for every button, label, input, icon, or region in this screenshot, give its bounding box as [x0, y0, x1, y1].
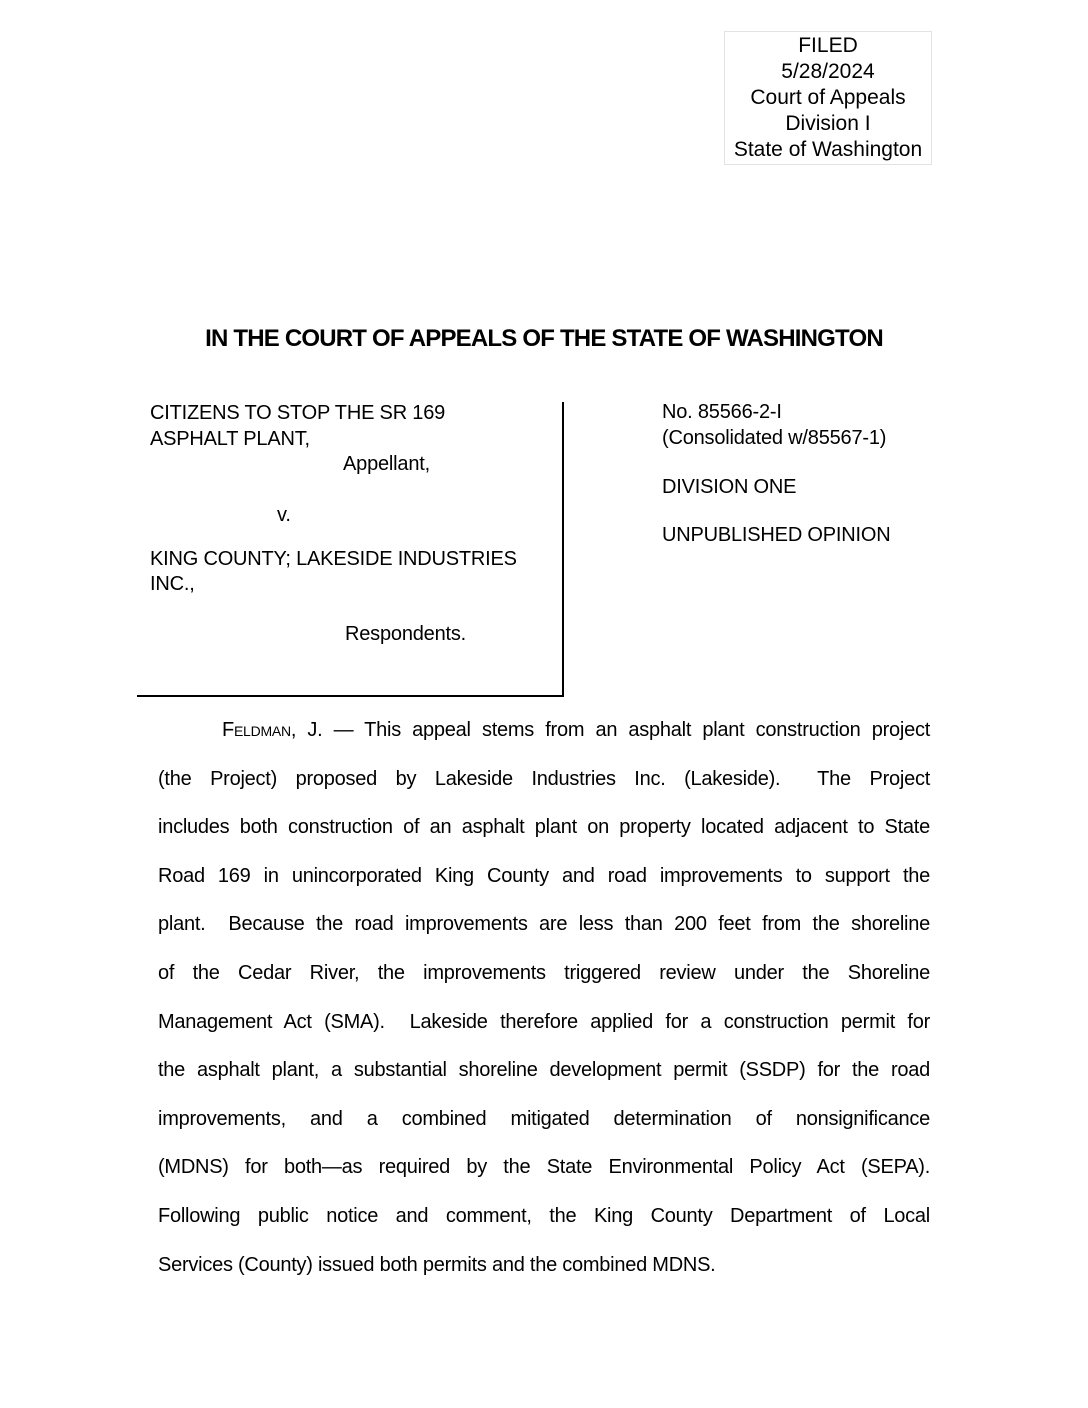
respondent-role-label: Respondents.	[345, 623, 467, 645]
caption-divider-vertical	[562, 402, 564, 697]
consolidation-note: (Consolidated w/85567-1)	[662, 427, 887, 449]
case-number: No. 85566-2-I	[662, 401, 782, 423]
versus-label: v.	[277, 504, 291, 526]
appellant-name-line-2: ASPHALT PLANT,	[150, 428, 310, 450]
appellant-name-line-1: CITIZENS TO STOP THE SR 169	[150, 402, 446, 424]
caption-divider-horizontal	[137, 695, 564, 697]
stamp-court-name: Court of Appeals	[750, 86, 906, 109]
appellant-role-label: Appellant,	[343, 453, 430, 475]
author-name: Feldman	[222, 719, 291, 741]
stamp-state: State of Washington	[733, 138, 923, 161]
stamp-filed-date: 5/28/2024	[781, 60, 875, 83]
opinion-body	[158, 706, 930, 1289]
body-line: includes both construction of an asphalt plant on property located adjacent to State	[158, 816, 930, 839]
division-label: DIVISION ONE	[662, 476, 797, 498]
body-line	[158, 706, 930, 755]
body-line: improvements, and a combined mitigated determination of nonsignificance	[158, 1107, 930, 1130]
respondent-name-line-2: INC.,	[150, 573, 195, 595]
body-line: (MDNS) for both—as required by the State Environmental Policy Act (SEPA).	[158, 1156, 930, 1179]
body-line-text: , J. — This appeal stems from an asphalt plant construction project	[290, 719, 930, 741]
body-line: of the Cedar River, the improvements triggered review under the Shoreline	[158, 961, 930, 984]
body-line: (the Project) proposed by Lakeside Industries Inc. (Lakeside). The Project	[158, 767, 930, 790]
opinion-type-label: UNPUBLISHED OPINION	[662, 524, 891, 546]
stamp-filed-label: FILED	[798, 34, 858, 57]
body-line: plant. Because the road improvements are less than 200 feet from the shoreline	[158, 913, 930, 936]
body-line: Road 169 in unincorporated King County and road improvements to support the	[158, 864, 930, 887]
body-line: Following public notice and comment, the King County Department of Local	[158, 1204, 930, 1227]
respondent-name-line-1: KING COUNTY; LAKESIDE INDUSTRIES	[150, 548, 517, 570]
body-line: Services (County) issued both permits and the combined MDNS.	[158, 1253, 716, 1276]
stamp-division: Division I	[785, 112, 871, 135]
body-line: Management Act (SMA). Lakeside therefore applied for a construction permit for	[158, 1010, 930, 1033]
filed-stamp	[724, 31, 932, 165]
body-line: the asphalt plant, a substantial shoreline development permit (SSDP) for the road	[158, 1059, 930, 1082]
opinion-title: IN THE COURT OF APPEALS OF THE STATE OF WASHINGTON	[205, 325, 883, 352]
